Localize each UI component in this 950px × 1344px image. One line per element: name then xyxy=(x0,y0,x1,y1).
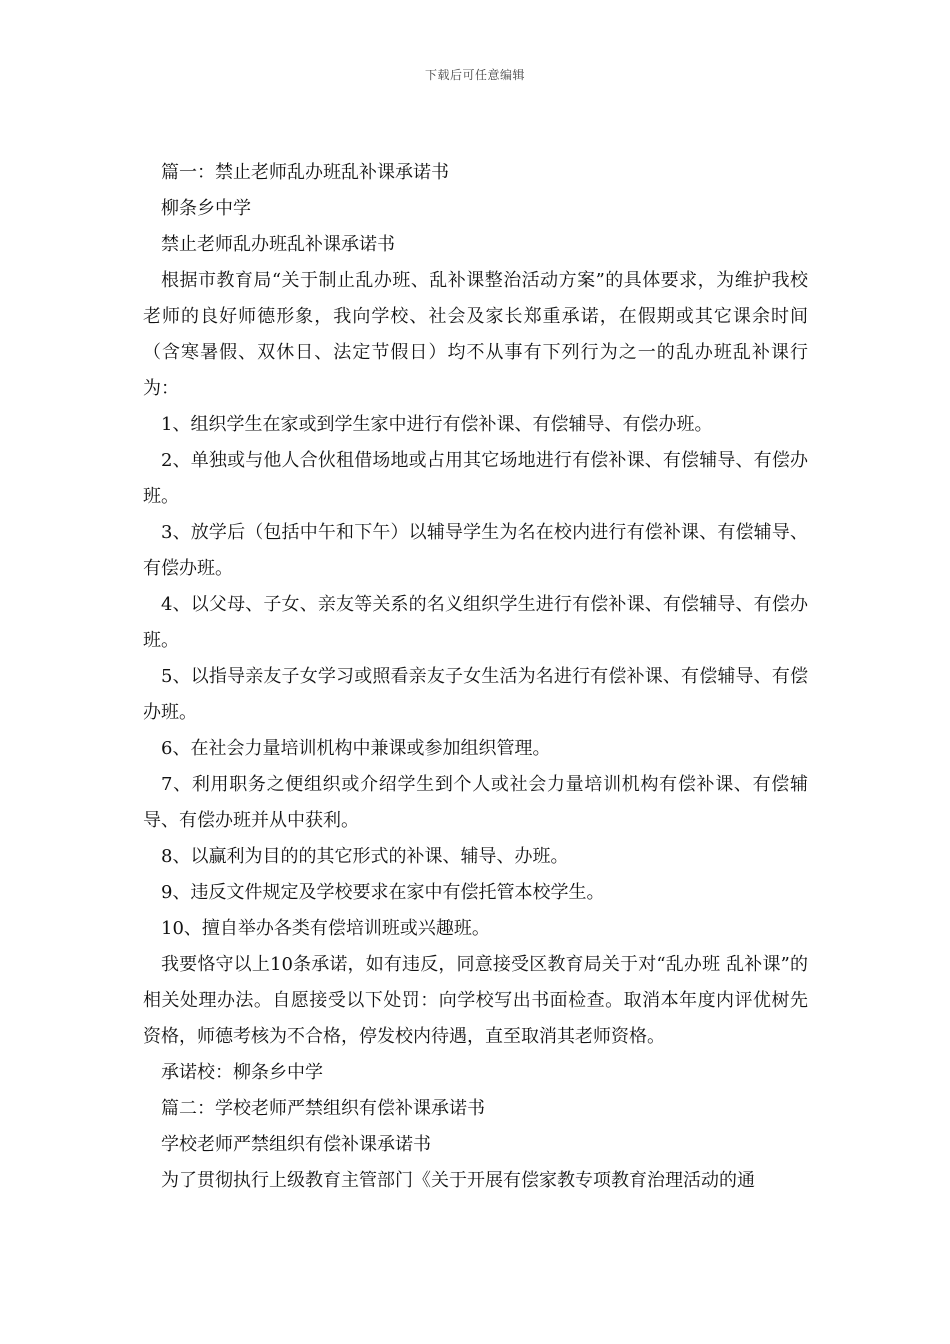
list-item: 8、以赢利为目的的其它形式的补课、辅导、办班。 xyxy=(161,846,569,867)
list-item: 3、放学后（包括中午和下午）以辅导学生为名在校内进行有偿补课、有偿辅导、有偿办班。 xyxy=(143,522,808,579)
intro-paragraph: 为了贯彻执行上级教育主管部门《关于开展有偿家教专项教育治理活动的通 xyxy=(161,1170,755,1191)
document-title: 学校老师严禁组织有偿补课承诺书 xyxy=(161,1134,431,1155)
document-title: 禁止老师乱办班乱补课承诺书 xyxy=(161,234,395,255)
section-title: 篇一：禁止老师乱办班乱补课承诺书 xyxy=(161,162,449,183)
commitment-paragraph: 我要恪守以上10条承诺，如有违反，同意接受区教育局关于对“乱办班 乱补课”的相关处理办法。自愿接受以下处罚：向学校写出书面检查。取消本年度内评优树先资格，师德考核为不合格，停发校内待遇，直至取消其老师资格。 xyxy=(143,954,808,1047)
list-item: 4、以父母、子女、亲友等关系的名义组织学生进行有偿补课、有偿辅导、有偿办班。 xyxy=(143,594,808,651)
list-item: 1、组织学生在家或到学生家中进行有偿补课、有偿辅导、有偿办班。 xyxy=(161,414,713,435)
intro-paragraph: 根据市教育局“关于制止乱办班、乱补课整治活动方案”的具体要求，为维护我校老师的良好师德形象，我向学校、社会及家长郑重承诺，在假期或其它课余时间（含寒暑假、双休日、法定节假日）均不从事有下列行为之一的乱办班乱补课行为： xyxy=(143,270,808,399)
list-item: 10、擅自举办各类有偿培训班或兴趣班。 xyxy=(161,918,490,939)
school-name: 柳条乡中学 xyxy=(161,198,251,219)
list-item: 9、违反文件规定及学校要求在家中有偿托管本校学生。 xyxy=(161,882,605,903)
document-body xyxy=(143,155,808,1199)
signatory-line: 承诺校：柳条乡中学 xyxy=(161,1062,323,1083)
list-item: 7、利用职务之便组织或介绍学生到个人或社会力量培训机构有偿补课、有偿辅导、有偿办班并从中获利。 xyxy=(143,774,808,831)
list-item: 2、单独或与他人合伙租借场地或占用其它场地进行有偿补课、有偿辅导、有偿办班。 xyxy=(143,450,808,507)
page-header-note: 下载后可任意编辑 xyxy=(424,68,525,82)
section-title: 篇二：学校老师严禁组织有偿补课承诺书 xyxy=(161,1098,485,1119)
list-item: 5、以指导亲友子女学习或照看亲友子女生活为名进行有偿补课、有偿辅导、有偿办班。 xyxy=(143,666,808,723)
list-item: 6、在社会力量培训机构中兼课或参加组织管理。 xyxy=(161,738,551,759)
